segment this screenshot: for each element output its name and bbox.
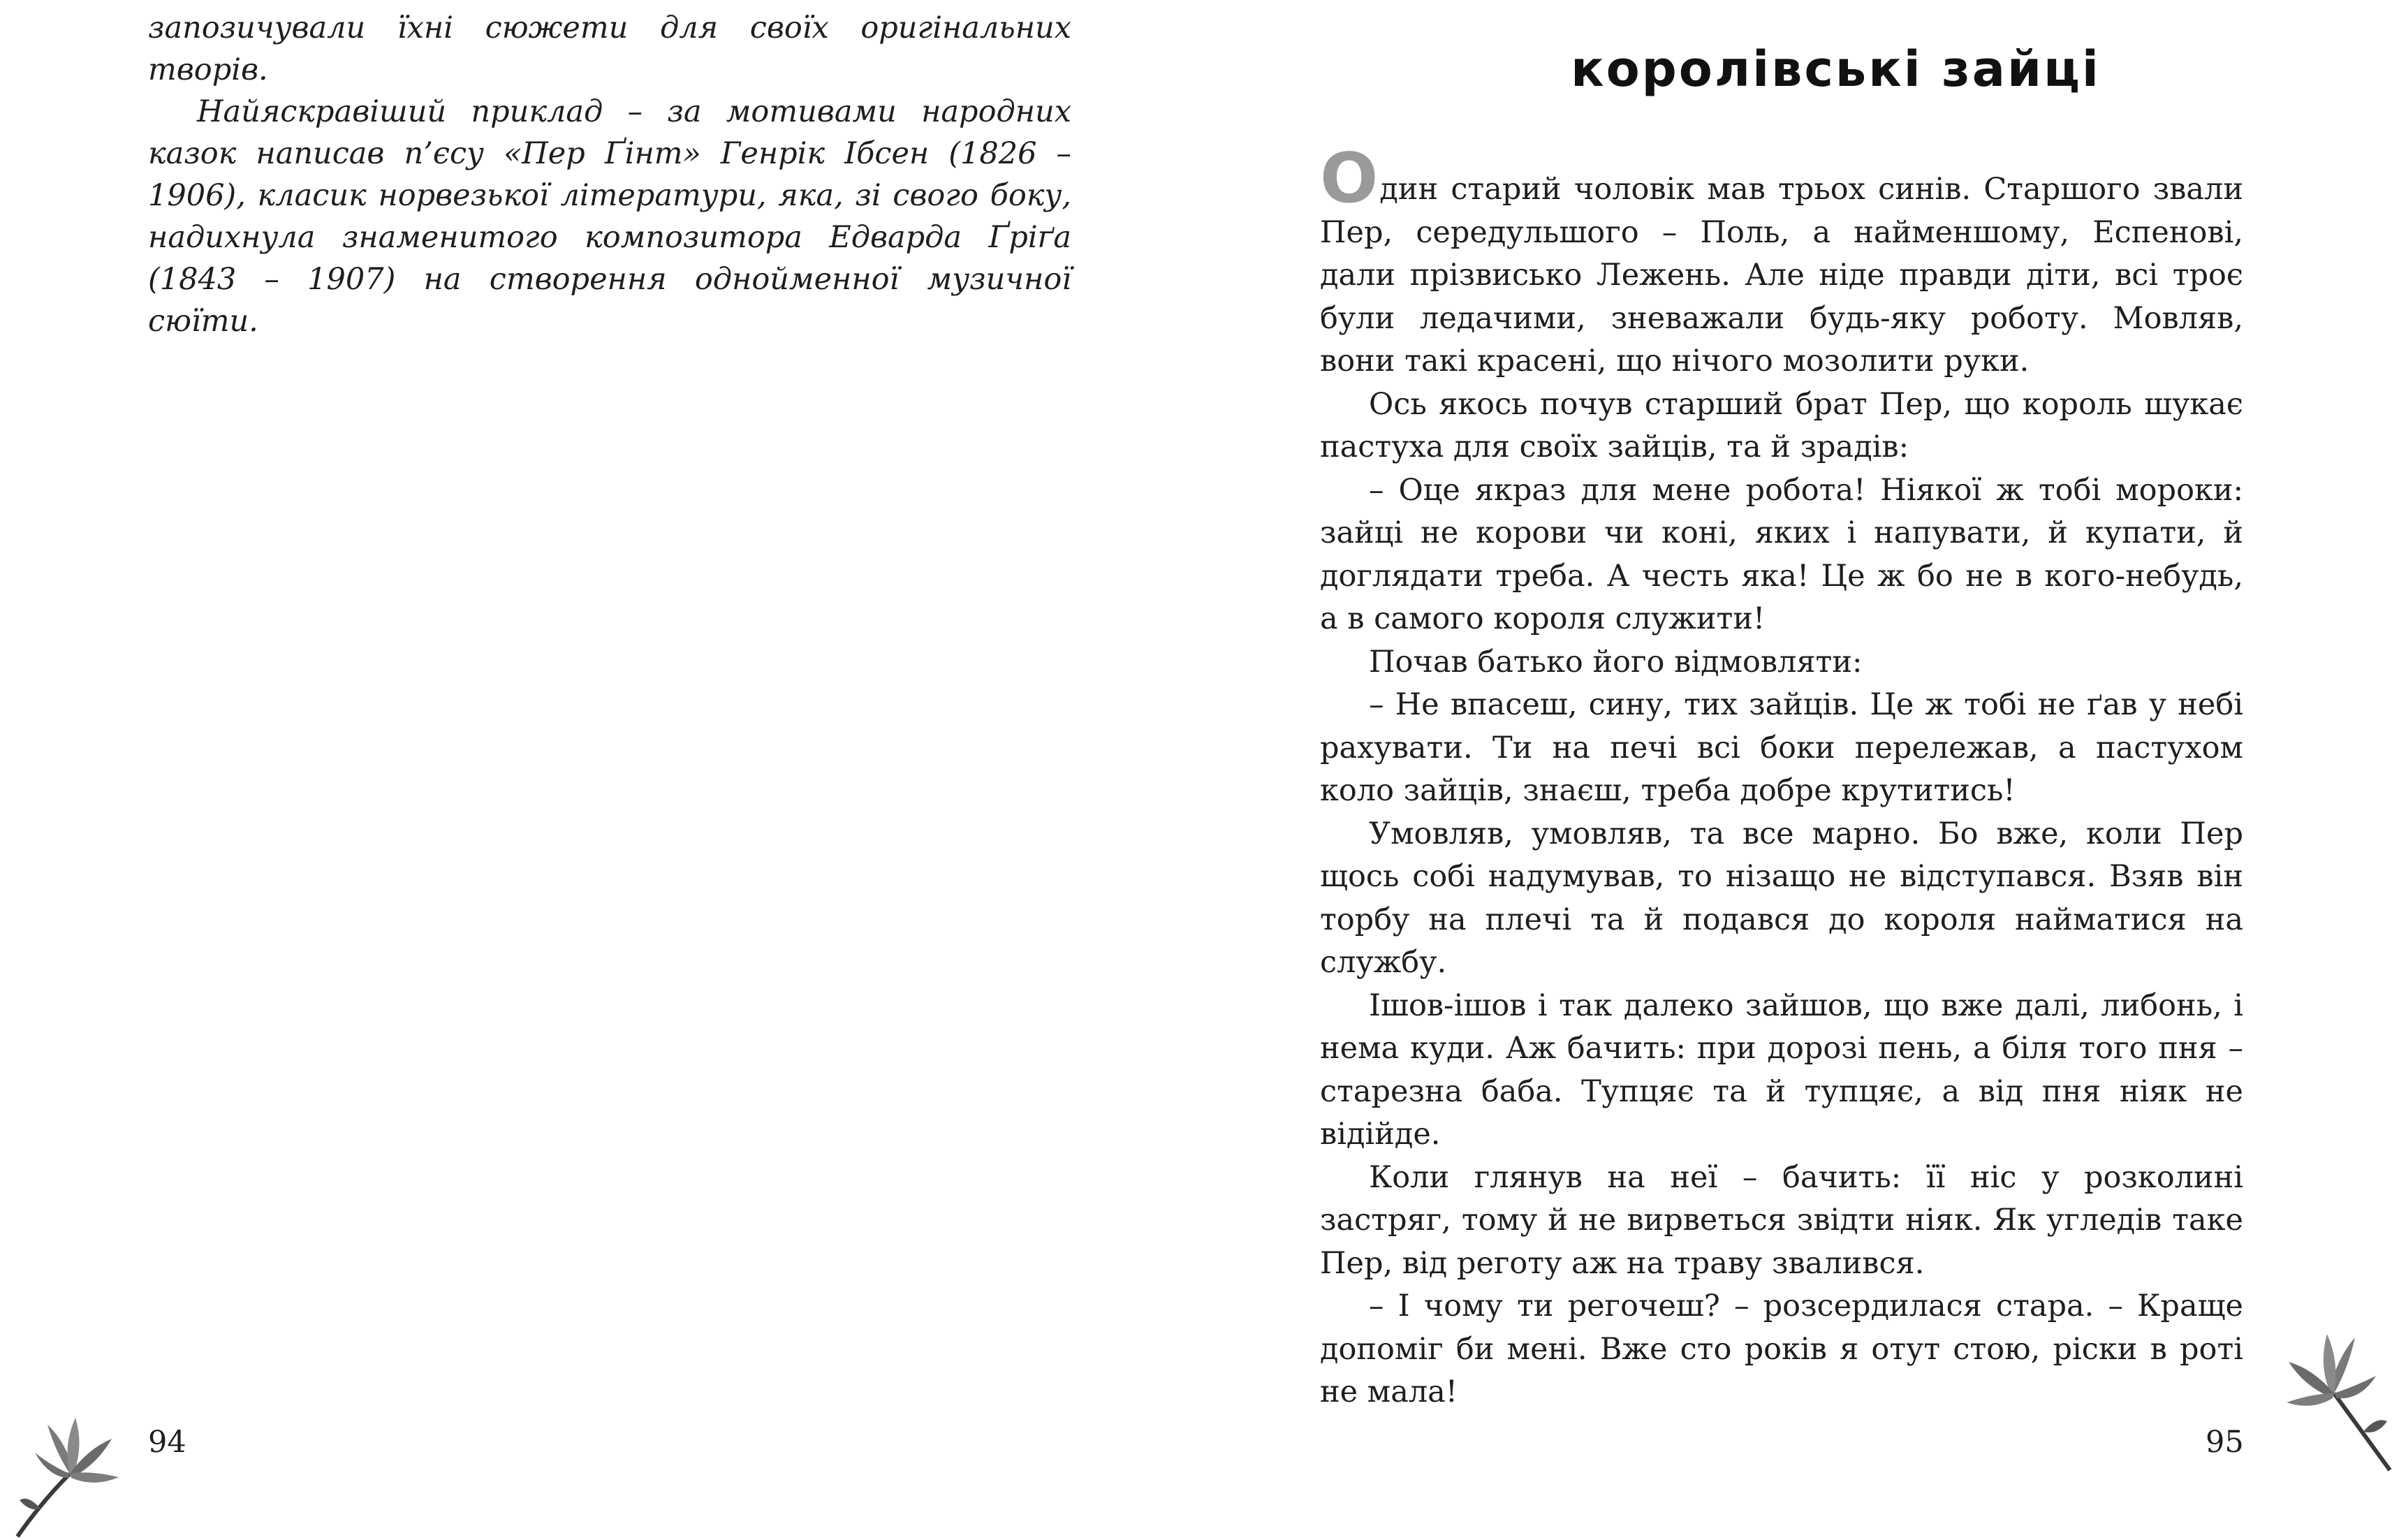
chapter-title: королівські зайці bbox=[1571, 41, 2101, 98]
page-number-right: 95 bbox=[2206, 1425, 2244, 1460]
right-paragraph: Ось якось почув старший брат Пер, що король шукає пастуха для своїх зайців, та й зрадів: bbox=[1320, 386, 2243, 464]
right-paragraph: Коли глянув на неї – бачить: її ніс у розколині застряг, тому й не вирветься звідти ніяк. Як угледів таке Пер, від реготу аж на траву звалився. bbox=[1320, 1159, 2243, 1281]
right-page bbox=[1196, 0, 2392, 1540]
right-paragraph: Ішов-ішов і так далеко зайшов, що вже далі, либонь, і нема куди. Аж бачить: при дорозі пень, а біля того пня – старезна баба. Тупцяє та й тупцяє, а від пня ніяк не відійде. bbox=[1320, 988, 2243, 1152]
right-paragraph: – Не впасеш, сину, тих зайців. Це ж тобі не ґав у небі рахувати. Ти на печі всі боки перележав, а пастухом коло зайців, знаєш, треба добре крутитись! bbox=[1320, 687, 2243, 808]
first-paragraph-text: дин старий чоловік мав трьох синів. Старшого звали Пер, середульшого – Поль, а найменшому, Еспенові, дали прізвисько Лежень. Але ніде правди діти, всі троє були ледачими, зневажали будь-яку роботу. Мовляв, вони такі красені, що нічого мозолити руки. bbox=[1320, 172, 2243, 379]
left-page-text bbox=[148, 7, 1071, 342]
right-paragraph: Умовляв, умовляв, та все марно. Бо вже, коли Пер щось собі надумував, то нізащо не відступався. Взяв він торбу на плечі та й подався до короля найматися на службу. bbox=[1320, 816, 2243, 980]
page-number-left: 94 bbox=[148, 1425, 186, 1460]
right-paragraph: – І чому ти регочеш? – розсердилася стара. – Краще допоміг би мені. Вже сто років я отут стою, ріски в роті не мала! bbox=[1320, 1289, 2243, 1409]
right-paragraph: – Оце якраз для мене робота! Ніякої ж тобі мороки: зайці не корови чи коні, яких і напувати, й купати, й доглядати треба. А честь яка! Це ж бо не в кого-небудь, а в самого короля служити! bbox=[1320, 472, 2243, 636]
flower-icon bbox=[14, 1411, 126, 1540]
right-paragraph: Почав батько його відмовляти: bbox=[1369, 644, 1863, 680]
drop-cap: О bbox=[1320, 139, 1379, 219]
flower-icon bbox=[2285, 1327, 2392, 1474]
first-paragraph bbox=[1320, 139, 2243, 383]
right-page-text bbox=[1320, 139, 2243, 1414]
left-paragraph: Найяскравіший приклад – за мотивами народних казок написав п’єсу «Пер Ґінт» Генрік Ібсен (1826 – 1906), класик норвезької літератури, яка, зі свого боку, надихнула знаменитого композитора Едварда Ґріґа (1843 – 1907) на створення однойменної музичної сюїти. bbox=[148, 94, 1071, 339]
left-paragraph: запозичували їхні сюжети для своїх оригінальних творів. bbox=[148, 10, 1071, 87]
